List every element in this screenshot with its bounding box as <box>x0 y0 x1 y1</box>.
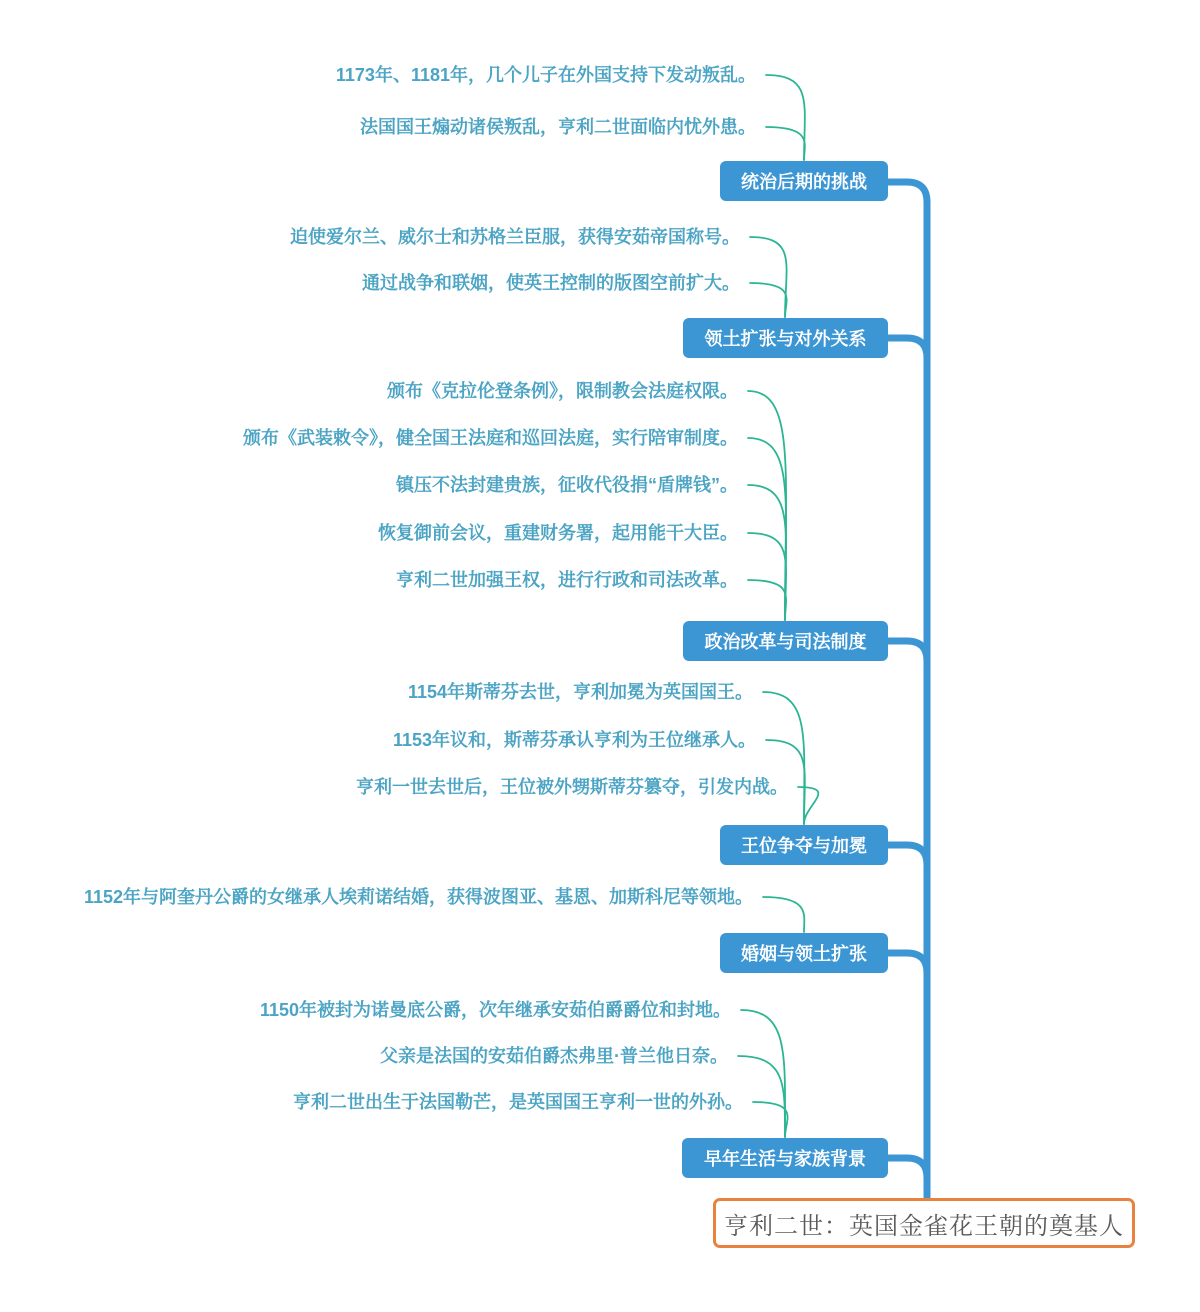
leaf-connector <box>763 692 804 824</box>
leaf-connector <box>798 787 818 824</box>
branch-connector <box>888 1158 927 1198</box>
leaf-item[interactable]: 父亲是法国的安茹伯爵杰弗里·普兰他日奈。 <box>380 1046 728 1066</box>
leaf-item[interactable]: 恢复御前会议，重建财务署，起用能干大臣。 <box>378 523 738 543</box>
leaf-item[interactable]: 迫使爱尔兰、威尔士和苏格兰臣服，获得安茹帝国称号。 <box>290 227 740 247</box>
leaf-item[interactable]: 镇压不法封建贵族，征收代役捐“盾牌钱”。 <box>396 475 738 495</box>
branch-node-marriage-territory[interactable]: 婚姻与领土扩张 <box>720 933 888 973</box>
branch-node-throne-struggle-coronation[interactable]: 王位争夺与加冕 <box>720 825 888 865</box>
leaf-connector <box>763 897 804 932</box>
branch-connector <box>888 953 927 1000</box>
leaf-item[interactable]: 1154年斯蒂芬去世，亨利加冕为英国国王。 <box>407 682 753 702</box>
leaf-connector <box>748 580 786 620</box>
leaf-item[interactable]: 通过战争和联姻，使英王控制的版图空前扩大。 <box>362 273 740 293</box>
leaf-connector <box>766 127 805 160</box>
branch-connector <box>888 845 927 892</box>
leaf-connector <box>748 533 786 620</box>
leaf-item[interactable]: 颁布《武装敕令》，健全国王法庭和巡回法庭，实行陪审制度。 <box>243 428 738 448</box>
leaf-connector <box>753 1102 788 1137</box>
root-node[interactable]: 亨利二世：英国金雀花王朝的奠基人 <box>713 1198 1135 1248</box>
branch-node-late-reign-challenges[interactable]: 统治后期的挑战 <box>720 161 888 201</box>
leaf-connector <box>766 75 805 160</box>
leaf-item[interactable]: 亨利二世出生于法国勒芒，是英国国王亨利一世的外孙。 <box>293 1092 743 1112</box>
leaf-connector <box>750 237 787 317</box>
leaf-connector <box>748 485 786 620</box>
leaf-item[interactable]: 亨利二世加强王权，进行行政和司法改革。 <box>396 570 738 590</box>
leaf-item[interactable]: 1150年被封为诺曼底公爵，次年继承安茹伯爵爵位和封地。 <box>259 1000 731 1020</box>
leaf-item[interactable]: 1173年、1181年，几个儿子在外国支持下发动叛乱。 <box>335 65 756 85</box>
branch-node-territory-foreign-relations[interactable]: 领土扩张与对外关系 <box>683 318 888 358</box>
leaf-item[interactable]: 1152年与阿奎丹公爵的女继承人埃莉诺结婚，获得波图亚、基恩、加斯科尼等领地。 <box>83 887 753 907</box>
branch-node-early-life-family[interactable]: 早年生活与家族背景 <box>682 1138 888 1178</box>
branch-node-political-judicial-reform[interactable]: 政治改革与司法制度 <box>683 621 888 661</box>
leaf-item[interactable]: 1153年议和，斯蒂芬承认亨利为王位继承人。 <box>392 730 756 750</box>
branch-connector <box>888 641 927 688</box>
branch-connector <box>888 338 927 385</box>
leaf-item[interactable]: 颁布《克拉伦登条例》，限制教会法庭权限。 <box>387 381 738 401</box>
leaf-item[interactable]: 法国国王煽动诸侯叛乱，亨利二世面临内忧外患。 <box>360 117 756 137</box>
leaf-connector <box>748 438 786 620</box>
leaf-connector <box>738 1056 785 1137</box>
branch-connector <box>888 182 927 1198</box>
leaf-connector <box>750 283 787 317</box>
leaf-item[interactable]: 亨利一世去世后，王位被外甥斯蒂芬篡夺，引发内战。 <box>356 777 788 797</box>
